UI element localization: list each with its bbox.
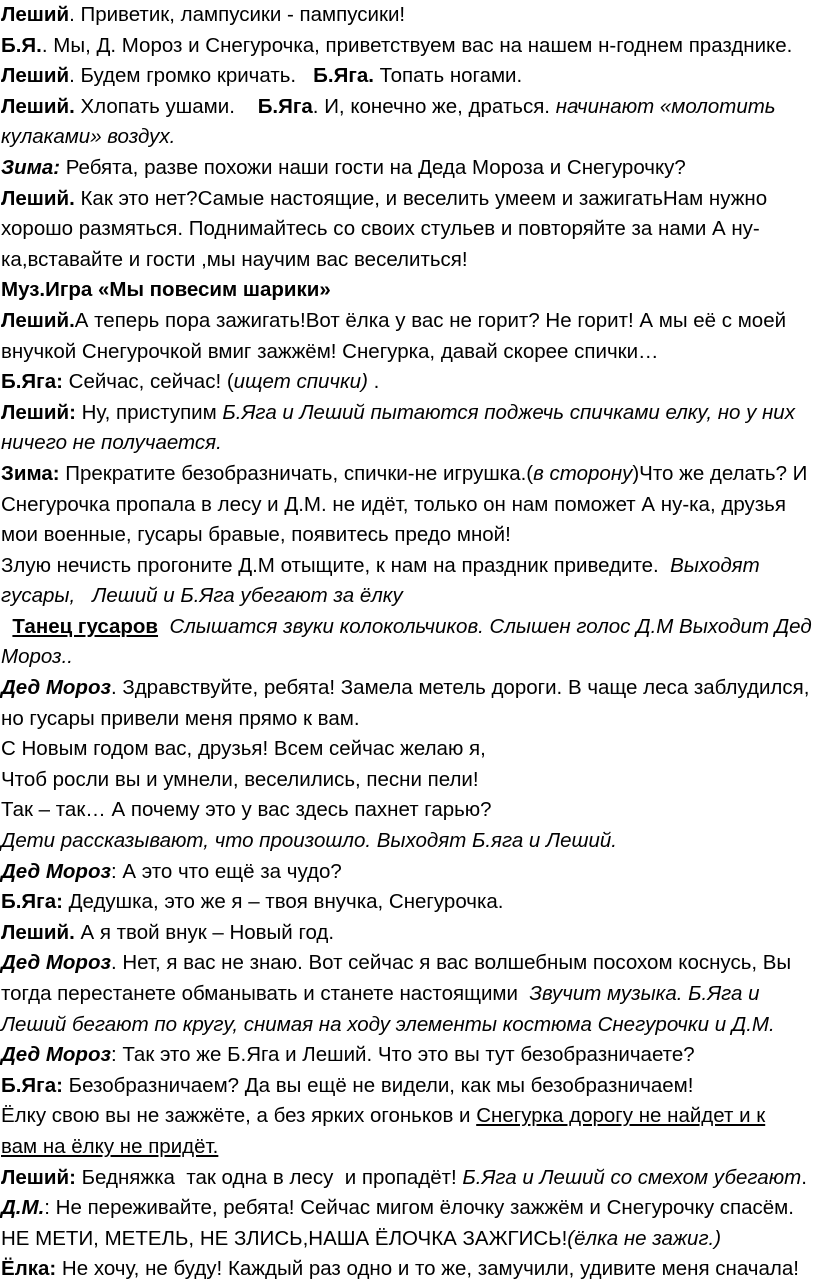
speaker-label: Б.Яга. — [313, 64, 374, 88]
text-line — [1, 1101, 816, 1132]
text-line — [1, 520, 816, 551]
stage-direction: Звучит музыка. Б.Яга и — [529, 982, 760, 1005]
speaker-label: Б.Яга: — [1, 370, 63, 394]
text-line — [1, 122, 816, 153]
line-text: : А это что ещё за чудо? — [110, 859, 342, 883]
line-text: внучкой Снегурочкой вмиг зажжём! Снегурка, давай скорее спички… — [1, 339, 659, 363]
text-line — [1, 704, 816, 735]
line-text: . Приветик, лампусики - пампусики! — [69, 3, 406, 26]
stage-direction: ничего не получается. — [1, 431, 222, 455]
speaker-label: Б.Яга: — [1, 1073, 63, 1097]
text-line — [1, 153, 816, 184]
line-text: Так – так… А почему это у вас здесь пахнет гарью? — [1, 798, 492, 822]
text-line — [1, 581, 816, 612]
speaker-label: Леший: — [1, 400, 76, 424]
stage-direction: гусары, Леший и Б.Яга убегают за ёлку — [1, 584, 403, 608]
text-line — [1, 184, 816, 215]
stage-direction: кулаками» воздух. — [1, 125, 176, 149]
speaker-label: Зима: — [1, 461, 60, 485]
speaker-label: Леший. — [1, 308, 75, 332]
text-line — [1, 398, 816, 429]
speaker-label: Леший. — [1, 94, 75, 118]
line-text: Ребята, разве похожи наши гости на Деда Мороза и Снегурочку? — [60, 155, 686, 179]
line-text: ка,вставайте и гости ,мы научим вас веселиться! — [1, 247, 468, 271]
text-line — [1, 734, 816, 765]
text-line — [1, 887, 816, 918]
speaker-label: Леший. — [1, 186, 75, 210]
speaker-label: Дед Мороз — [1, 1043, 111, 1067]
line-text: Снегурка дорогу не найдет и к — [476, 1104, 766, 1128]
line-text: но гусары привели меня прямо к вам. — [1, 706, 360, 730]
text-line — [1, 275, 816, 306]
text-line — [1, 459, 816, 490]
text-line — [1, 337, 816, 368]
speaker-label: Д.М. — [1, 1196, 45, 1220]
line-text: . Нет, я вас не знаю. Вот сейчас я вас волшебным посохом коснусь, Вы — [110, 951, 792, 975]
speaker-label: Дед Мороз — [1, 676, 111, 700]
text-line — [1, 918, 816, 949]
text-line — [1, 642, 816, 673]
line-text: Прекратите безобразничать, спички-не игрушка.( — [59, 461, 534, 485]
line-text: . — [367, 370, 380, 394]
text-line — [1, 490, 816, 521]
text-line — [1, 1254, 816, 1285]
stage-direction: Леший бегают по кругу, снимая на ходу элементы костюма Снегурочки и Д.М. — [1, 1012, 775, 1036]
line-text: . Мы, Д. Мороз и Снегурочка, приветствуем вас на нашем н-годнем празднике. — [41, 33, 793, 57]
text-line — [1, 306, 816, 337]
line-text: : Так это же Б.Яга и Леший. Что это вы тут безобразничаете? — [110, 1043, 695, 1067]
text-line — [1, 673, 816, 704]
text-line — [1, 92, 816, 123]
text-line — [1, 1224, 816, 1255]
text-line — [1, 979, 816, 1010]
text-line — [1, 214, 816, 245]
line-text: вам на ёлку не придёт. — [1, 1134, 219, 1158]
line-text: мои военные, гусары бравые, появитесь предо мной! — [1, 523, 511, 547]
line-text: Злую нечисть прогоните Д.М отыщите, к нам на праздник приведите. — [1, 553, 671, 577]
stage-direction: (ёлка не зажиг.) — [567, 1226, 722, 1250]
speaker-label: Леший — [1, 3, 70, 26]
stage-direction: Б.Яга и Леший со смехом убегают — [462, 1165, 802, 1189]
stage-direction: Слышатся звуки колокольчиков. Слышен голос Д.М Выходит Дед — [169, 614, 812, 638]
text-line — [1, 367, 816, 398]
line-text: Бедняжка так одна в лесу и пропадёт! — [75, 1165, 463, 1189]
speaker-label: Муз.Игра «Мы повесим шарики» — [1, 278, 331, 302]
line-text: Дедушка, это же я – твоя внучка, Снегурочка. — [62, 890, 504, 914]
speaker-label: Дед Мороз — [1, 951, 111, 975]
speaker-label: Б.Я. — [1, 33, 42, 57]
text-line — [1, 428, 816, 459]
line-text: Сейчас, сейчас! ( — [62, 370, 234, 394]
text-line — [1, 795, 816, 826]
text-line — [1, 1193, 816, 1224]
text-line — [1, 245, 816, 276]
speaker-label: Ёлка: — [1, 1257, 57, 1281]
stage-direction: в сторону — [533, 461, 633, 485]
text-line — [1, 1132, 816, 1163]
text-line — [1, 826, 816, 857]
line-text: Не хочу, не буду! Каждый раз одно и то же, замучили, удивите меня сначала! — [56, 1257, 799, 1281]
text-line — [1, 1010, 816, 1041]
line-text: Безобразничаем? Да вы ещё не видели, как мы безобразничаем! — [62, 1073, 694, 1097]
line-text: . — [801, 1165, 807, 1189]
text-line — [1, 0, 816, 31]
line-text: Чтоб росли вы и умнели, веселились, песни пели! — [1, 767, 479, 791]
stage-direction: Мороз.. — [1, 645, 73, 669]
stage-direction: Дети рассказывают, что произошло. Выходят Б.яга и Леший. — [1, 829, 618, 853]
text-line — [1, 612, 816, 643]
speaker-label: Леший: — [1, 1165, 76, 1189]
stage-direction: начинают «молотить — [555, 94, 776, 118]
line-text: Как это нет?Самые настоящие, и веселить умеем и зажигатьНам нужно — [74, 186, 768, 210]
line-text: . Здравствуйте, ребята! Замела метель дороги. В чаще леса заблудился, — [110, 676, 810, 700]
text-line — [1, 61, 816, 92]
line-text: тогда перестанете обманывать и станете настоящими — [1, 982, 530, 1005]
stage-direction: Б.Яга и Леший пытаются поджечь спичками елку, но у них — [222, 400, 795, 424]
text-line — [1, 1163, 816, 1194]
line-text: хорошо размяться. Поднимайтесь со своих стульев и повторяйте за нами А ну- — [1, 217, 760, 241]
line-text: Топать ногами. — [373, 64, 523, 88]
line-text: С Новым годом вас, друзья! Всем сейчас желаю я, — [1, 737, 486, 761]
speaker-label: Леший. — [1, 920, 75, 944]
text-line — [1, 1071, 816, 1102]
text-line — [1, 1040, 816, 1071]
line-text: Ну, приступим — [75, 400, 223, 424]
text-line — [1, 857, 816, 888]
line-text: А теперь пора зажигать!Вот ёлка у вас не горит? Не горит! А мы её с моей — [74, 308, 787, 332]
line-text: . Будем громко кричать. — [69, 64, 314, 88]
line-text: )Что же делать? И — [632, 461, 808, 485]
line-text — [158, 615, 169, 638]
line-text — [1, 615, 12, 638]
stage-direction: Выходят — [670, 553, 760, 577]
speaker-label: Зима: — [1, 155, 61, 179]
line-text: Хлопать ушами. — [74, 94, 258, 118]
line-text: Танец гусаров — [12, 614, 159, 638]
line-text: Снегурочка пропала в лесу и Д.М. не идёт, только он нам поможет А ну-ка, друзья — [1, 492, 786, 516]
line-text: Ёлку свою вы не зажжёте, а без ярких огоньков и — [1, 1104, 477, 1128]
line-text: : Не переживайте, ребята! Сейчас мигом ёлочку зажжём и Снегурочку спасём. — [44, 1196, 794, 1220]
line-text: . И, конечно же, драться. — [312, 94, 556, 118]
text-line — [1, 551, 816, 582]
line-text: А я твой внук – Новый год. — [74, 920, 335, 944]
speaker-label: Дед Мороз — [1, 859, 111, 883]
text-line — [1, 31, 816, 62]
stage-direction: ищет спички) — [233, 370, 368, 394]
speaker-label: Б.Яга: — [1, 890, 63, 914]
speaker-label: Б.Яга — [257, 94, 313, 118]
line-text: НЕ МЕТИ, МЕТЕЛЬ, НЕ ЗЛИСЬ,НАША ЁЛОЧКА ЗАЖГИСЬ! — [1, 1226, 568, 1250]
text-line — [1, 948, 816, 979]
speaker-label: Леший — [1, 64, 70, 88]
text-line — [1, 765, 816, 796]
